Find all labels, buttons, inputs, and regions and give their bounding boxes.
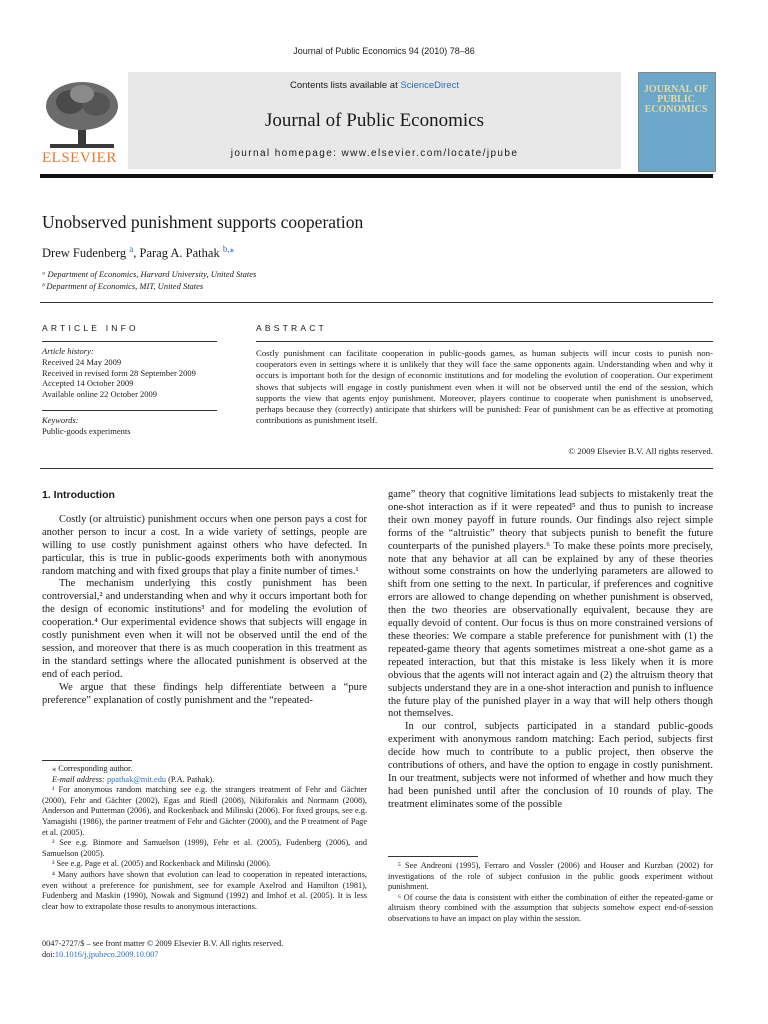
paragraph: game” theory that cognitive limitations lead subjects to mistakenly treat the one-shot interaction as if it were repeated⁵ and thus to punish to increase their own money payoff in future rounds. Our findings also reject simple forms of the “altruistic” theory that subjects punish to benefit the future counterparts of the punished players.⁶ To make these points more precisely, note that any behavior at all can be explained by any of these theories without some constraints on how the underlying parameters are allowed to shift from one setting to the next. In particular, if preferences and cognitive errors are allowed to change depending on whether punishment is observed, then the two theories are observationally equivalent, because they are equally devoid of content. Our focus is thus on more constrained versions of these theories: We compare a stable preference for punishment with (1) the repeated-game theory that agents sometimes mistreat a one-shot game as a repeated interaction, but that this mistake is less likely when it is more obvious that the agents will not interact again and (2) the altruism theory that subjects understand they are in a one-shot interaction and punish to influence the future play of the punished player in a way that will help others though not themselves.	[388, 489, 713, 720]
footnote-4: ⁴ Many authors have shown that evolution can lead to cooperation in repeated interactions, even without a preference for punishment, see for example Axelrod and Hamilton (1981), Fudenberg and Maskin (1990), Nowak and Sigmund (1992) and Imhof et al. (2005). It is less clear how to extrapolate those results to anonymous interactions.	[42, 869, 367, 911]
footnote-rule-right	[388, 856, 478, 857]
paragraph: The mechanism underlying this costly punishment has been controversial,² and understanding when and why it occurs important both for the design of economic institutions³ and for modeling the evolution of cooperation.⁴ Our experimental evidence shows that subjects will engage in costly punishment even when it will not be observed until the end of the session, and moreover that there is as much cooperation in this treatment as in the standard settings where the allocated punishment is observed at the end of each period.	[42, 578, 367, 680]
affiliation-b: ᵇ Department of Economics, MIT, United States	[42, 281, 204, 291]
received-date: Received 24 May 2009	[42, 356, 122, 367]
email-suffix: (P.A. Pathak).	[166, 774, 215, 784]
author-1: Drew Fudenberg	[42, 246, 127, 261]
paragraph: We argue that these findings help differentiate between a “pure preference” explanation of costly punishment and the “repeated-	[42, 681, 367, 706]
affiliation-a: ᵃ Department of Economics, Harvard University, United States	[42, 269, 257, 279]
history-label: Article history:	[42, 346, 94, 356]
journal-homepage[interactable]: journal homepage: www.elsevier.com/locate/jpube	[230, 148, 519, 159]
keywords-value: Public-goods experiments	[42, 425, 131, 436]
footnote-2: ² See e.g. Binmore and Samuelson (1999), Fehr et al. (2005), Fudenberg (2006), and Samuelson (2005).	[42, 838, 367, 858]
footnotes-right	[388, 861, 713, 925]
accepted-date: Accepted 14 October 2009	[42, 378, 134, 389]
author-2: , Parag A. Pathak	[133, 246, 220, 261]
contents-line	[128, 80, 621, 91]
journal-name: Journal of Public Economics	[265, 110, 484, 131]
front-matter	[42, 938, 283, 960]
footnote-corresponding: ⁎ Corresponding author.	[52, 764, 133, 773]
divider	[40, 302, 713, 303]
divider-2	[40, 468, 713, 469]
cover-title: JOURNAL OF PUBLIC ECONOMICS	[643, 84, 709, 115]
body-column-left	[42, 489, 367, 708]
author-2-affil-link[interactable]: b,⁎	[222, 244, 235, 254]
author-line	[42, 244, 234, 261]
revised-date: Received in revised form 28 September 2009	[42, 367, 196, 378]
paragraph: Costly (or altruistic) punishment occurs when one person pays a cost for another person to incur a cost. In a wide variety of settings, people are willing to use costly punishment against others who have defected. In particular, this is true in public-goods experiments both with anonymous random matching and with fixed groups that play a finite number of times.¹	[42, 513, 367, 577]
issn-line: 0047-2727/$ – see front matter © 2009 Elsevier B.V. All rights reserved.	[42, 939, 284, 948]
info-rule-2	[42, 410, 217, 411]
contents-prefix: Contents lists available at	[290, 80, 401, 91]
info-rule	[42, 341, 217, 342]
abstract-text: Costly punishment can facilitate cooperation in public-goods games, as human subjects will incur costs to punish non-cooperators even in settings where it is unlikely that they will face the same opponents again. Understanding when and why it occurs is important both for the design of economic institutions and for modeling the evolution of cooperation. Our experiment shows that subjects will engage in costly punishment even when it will not be observed until the end of the session, which supports the view that agents enjoy punishment. Moreover, players continue to cooperate when punishment is unobserved, perhaps because they (correctly) anticipate that shirkers will be punished: Fear of punishment can be as effective at promoting contributions as punishment itself.	[256, 348, 713, 426]
email-label: E-mail address:	[52, 774, 107, 784]
body-column-right	[388, 489, 713, 812]
abstract-heading: ABSTRACT	[256, 323, 327, 333]
footnote-6: ⁶ Of course the data is consistent with either the combination of either the repeated-game or altruism theory combined with the assumption that subjects somehow expect end-of-session observations to have an impact on play within the session.	[388, 892, 713, 923]
doi-label: doi:	[42, 950, 55, 959]
doi-line	[42, 949, 283, 960]
article-info-heading: ARTICLE INFO	[42, 323, 139, 333]
keywords-block	[42, 415, 217, 437]
keywords-label: Keywords:	[42, 415, 79, 425]
elsevier-wordmark: ELSEVIER	[42, 150, 117, 166]
footnote-3: ³ See e.g. Page et al. (2005) and Rockenback and Milinski (2006).	[52, 859, 271, 869]
online-date: Available online 22 October 2009	[42, 389, 158, 400]
paragraph: In our control, subjects participated in a standard public-goods experiment with anonymous random matching: Each period, subjects first decide how much to contribute to a public project, then observe the contributions of others, and have the option to engage in costly punishment. In our treatment, subjects were not informed of whether and how much they had been punished until after the conclusion of 10 rounds of play. The treatment eliminates some of the possible	[388, 721, 713, 810]
footnote-email	[42, 775, 367, 786]
section-heading: 1. Introduction	[42, 489, 115, 501]
footnotes-left	[42, 764, 367, 912]
abstract-copyright: © 2009 Elsevier B.V. All rights reserved.	[568, 446, 713, 456]
footnote-1: ¹ For anonymous random matching see e.g. the strangers treatment of Fehr and Gächter (2000), Fehr and Gächter (2002), Egas and Riedl (2008), Nikiforakis and Normann (2008), Anderson and Putterman (2006), and Rockenback and Milinski (2006). For fixed groups, see e.g. Yamagishi (1986), the partner treatment of Fehr and Gächter (2000), and the P treatment of Page et al. (2005).	[42, 785, 367, 837]
footnote-5: ⁵ See Andreoni (1995), Ferraro and Vossler (2006) and Houser and Kurzban (2002) for investigations of the role of subject confusion in the public goods experiment without punishment.	[388, 861, 713, 892]
author-1-affil-link[interactable]: a	[129, 244, 134, 254]
article-history	[42, 346, 217, 400]
journal-citation: Journal of Public Economics 94 (2010) 78–86	[293, 46, 475, 56]
sciencedirect-link[interactable]: ScienceDirect	[400, 80, 459, 91]
doi-link[interactable]: 10.1016/j.jpubeco.2009.10.007	[54, 950, 159, 959]
journal-cover-image	[638, 72, 716, 172]
article-title: Unobserved punishment supports cooperation	[42, 212, 364, 232]
footnote-rule-left	[42, 760, 132, 761]
email-link[interactable]: ppathak@mit.edu	[107, 774, 167, 784]
abstract-rule	[256, 341, 713, 342]
header-rule	[40, 174, 713, 178]
